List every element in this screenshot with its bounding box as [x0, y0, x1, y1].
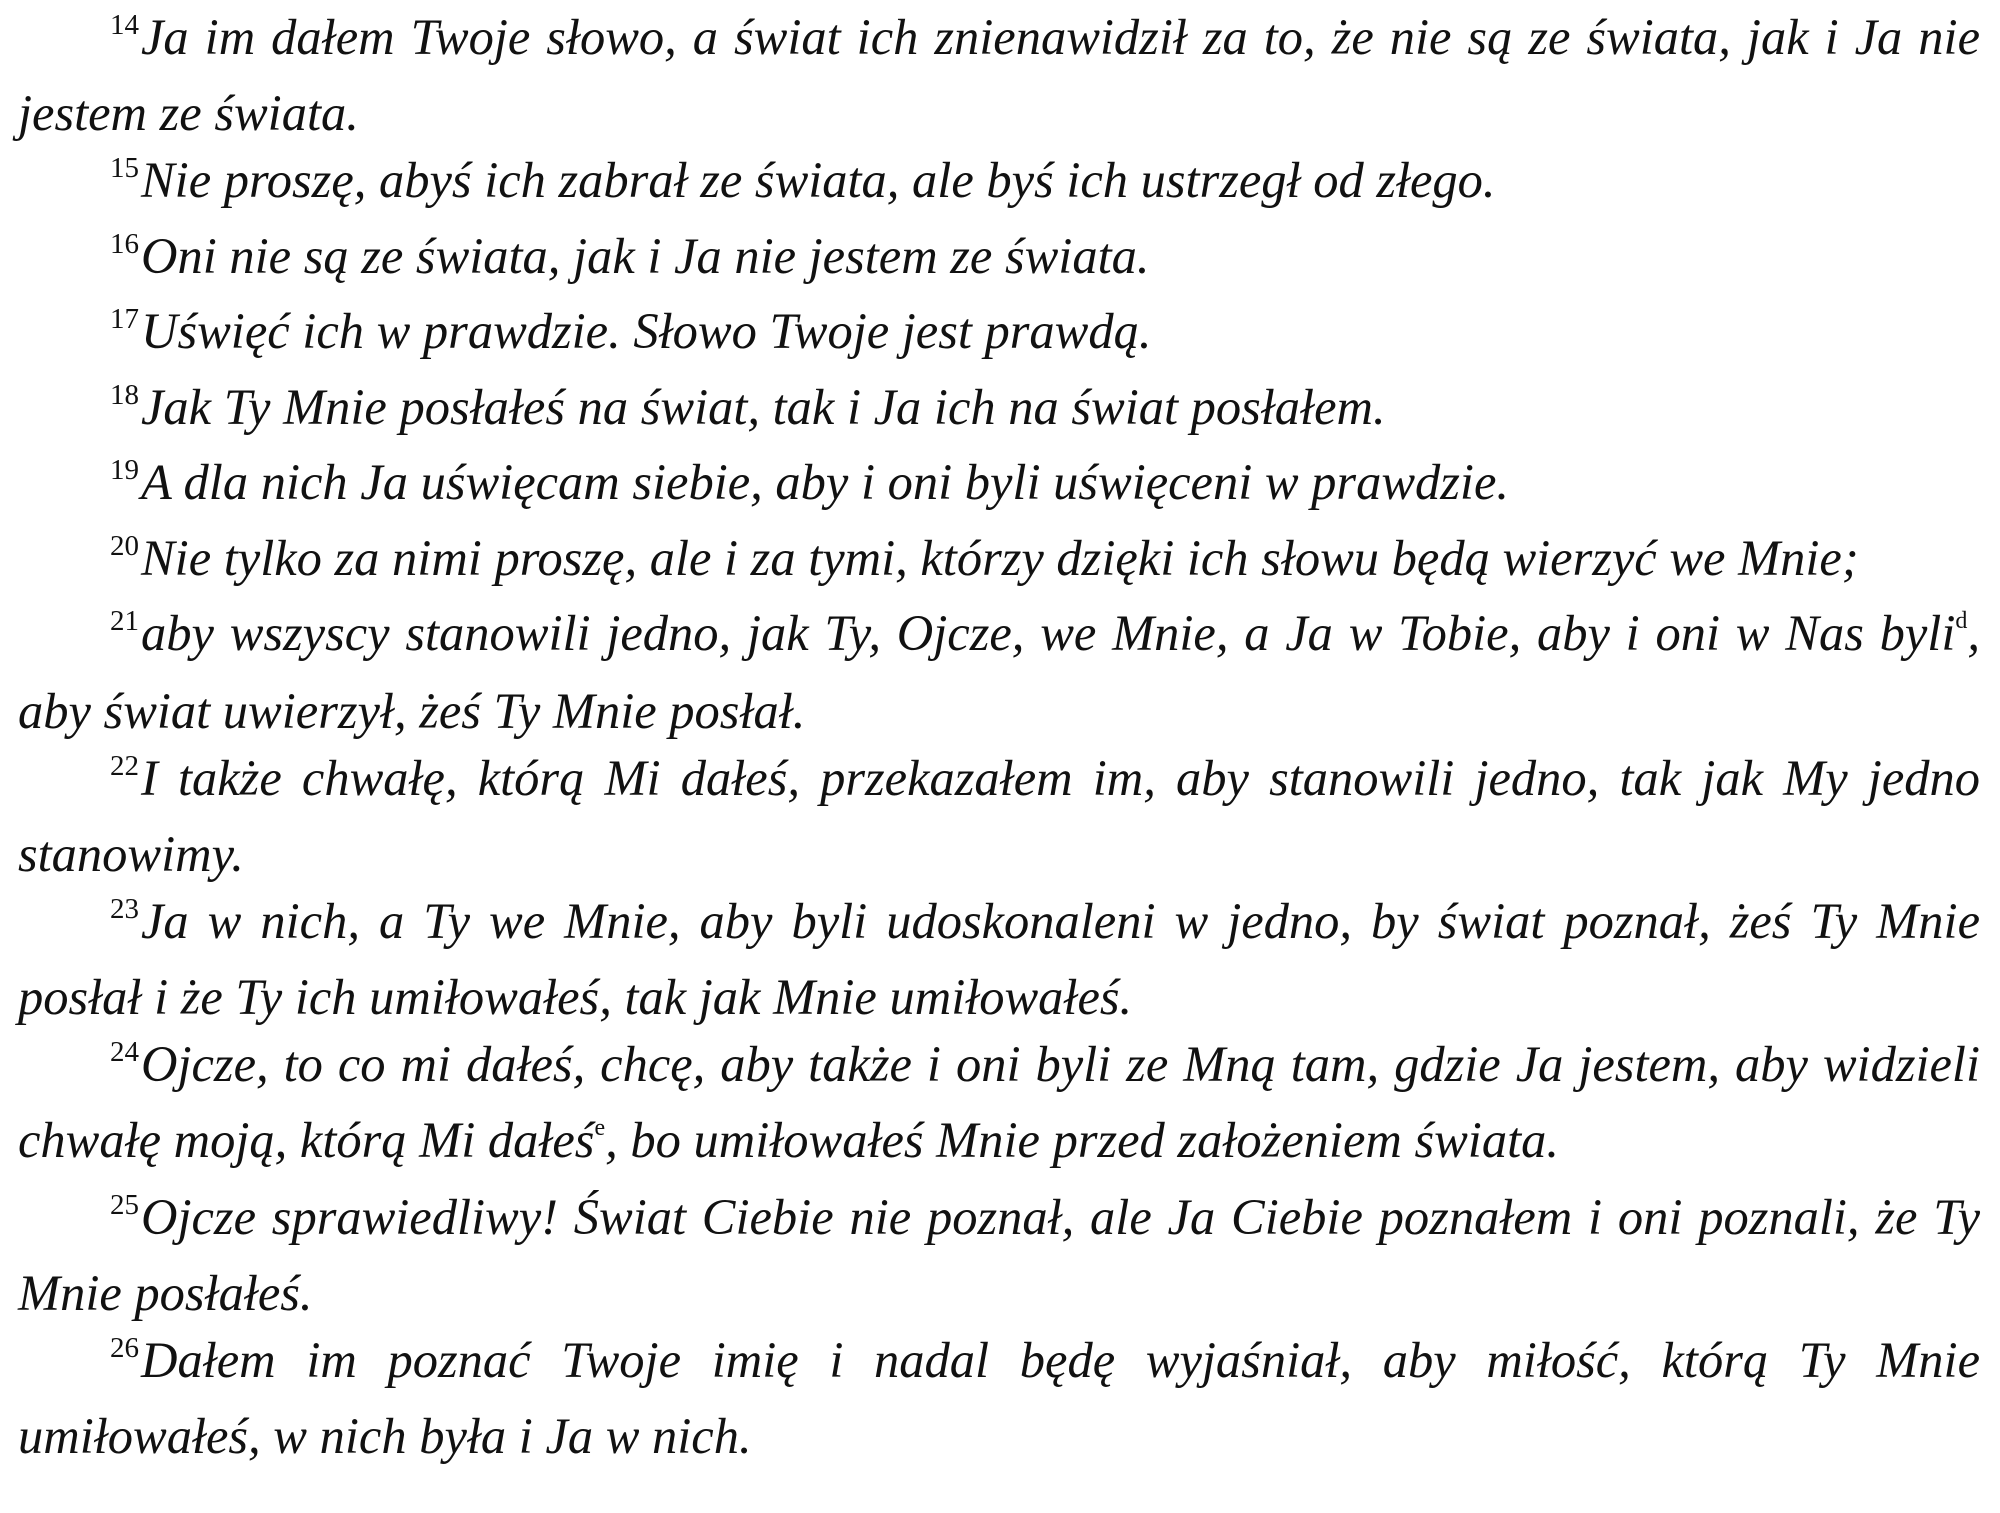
verse-text: Nie tylko za nimi proszę, ale i za tymi, którzy dzięki ich słowu będą wierzyć we Mnie;	[141, 529, 1859, 586]
verse-text: aby wszyscy stanowili jedno, jak Ty, Ojcze, we Mnie, a Ja w Tobie, aby i oni w Nas byli	[141, 605, 1956, 661]
verse-number: 23	[110, 893, 139, 925]
verse-text: Nie proszę, abyś ich zabrał ze świata, ale byś ich ustrzegł od złego.	[141, 152, 1496, 208]
verse-number: 15	[110, 152, 139, 184]
verse-text: , aby świat uwierzył, żeś Ty Mnie posłał.	[18, 605, 1980, 739]
verse-number: 20	[110, 529, 139, 562]
verse-number: 26	[110, 1332, 139, 1364]
verse-26	[18, 1327, 1980, 1470]
verse-22	[18, 745, 1980, 888]
verse-23	[18, 888, 1980, 1031]
verse-number: 21	[110, 605, 139, 637]
verse-number: 22	[110, 750, 139, 782]
verse-20	[18, 525, 1980, 601]
verse-17	[18, 298, 1980, 374]
verse-25	[18, 1184, 1980, 1327]
verse-number: 24	[110, 1036, 139, 1068]
footnote-marker: e	[594, 1114, 606, 1141]
footnote-marker: d	[1955, 608, 1968, 634]
verse-text: Ojcze, to co mi dałeś, chcę, aby także i oni byli ze Mną tam, gdzie Ja jestem, aby widzieli chwałę moją, którą Mi dałeś	[18, 1036, 1980, 1168]
verse-number: 19	[110, 454, 139, 486]
verse-text: Uświęć ich w prawdzie. Słowo Twoje jest prawdą.	[141, 303, 1152, 359]
verse-number: 25	[110, 1189, 139, 1221]
verse-21	[18, 600, 1980, 745]
verse-text: Oni nie są ze świata, jak i Ja nie jestem ze świata.	[141, 227, 1150, 284]
verse-number: 14	[110, 9, 139, 41]
verse-number: 16	[110, 227, 139, 260]
verse-text: Ja w nich, a Ty we Mnie, aby byli udoskonaleni w jedno, by świat poznał, żeś Ty Mnie posłał i że Ty ich umiłowałeś, tak jak Mnie umiłowałeś.	[18, 893, 1980, 1025]
verse-15	[18, 147, 1980, 223]
verse-18	[18, 374, 1980, 450]
verse-text: , bo umiłowałeś Mnie przed założeniem świata.	[605, 1111, 1559, 1168]
verse-text: I także chwałę, którą Mi dałeś, przekazałem im, aby stanowili jedno, tak jak My jedno stanowimy.	[18, 750, 1980, 882]
verse-text: Ojcze sprawiedliwy! Świat Ciebie nie poznał, ale Ja Ciebie poznałem i oni poznali, że Ty Mnie posłałeś.	[18, 1189, 1980, 1321]
verse-number: 17	[110, 303, 139, 335]
verse-text: Ja im dałem Twoje słowo, a świat ich znienawidził za to, że nie są ze świata, jak i Ja nie jestem ze świata.	[18, 9, 1980, 141]
verse-text: Jak Ty Mnie posłałeś na świat, tak i Ja ich na świat posłałem.	[141, 378, 1386, 435]
verse-16	[18, 223, 1980, 299]
verse-number: 18	[110, 378, 139, 411]
verse-14	[18, 4, 1980, 147]
verse-text: Dałem im poznać Twoje imię i nadal będę wyjaśniał, aby miłość, którą Ty Mnie umiłowałeś, w nich była i Ja w nich.	[18, 1332, 1980, 1464]
scripture-text	[18, 4, 1980, 1470]
verse-19	[18, 449, 1980, 525]
verse-text: A dla nich Ja uświęcam siebie, aby i oni byli uświęceni w prawdzie.	[141, 454, 1509, 510]
verse-24	[18, 1031, 1980, 1184]
